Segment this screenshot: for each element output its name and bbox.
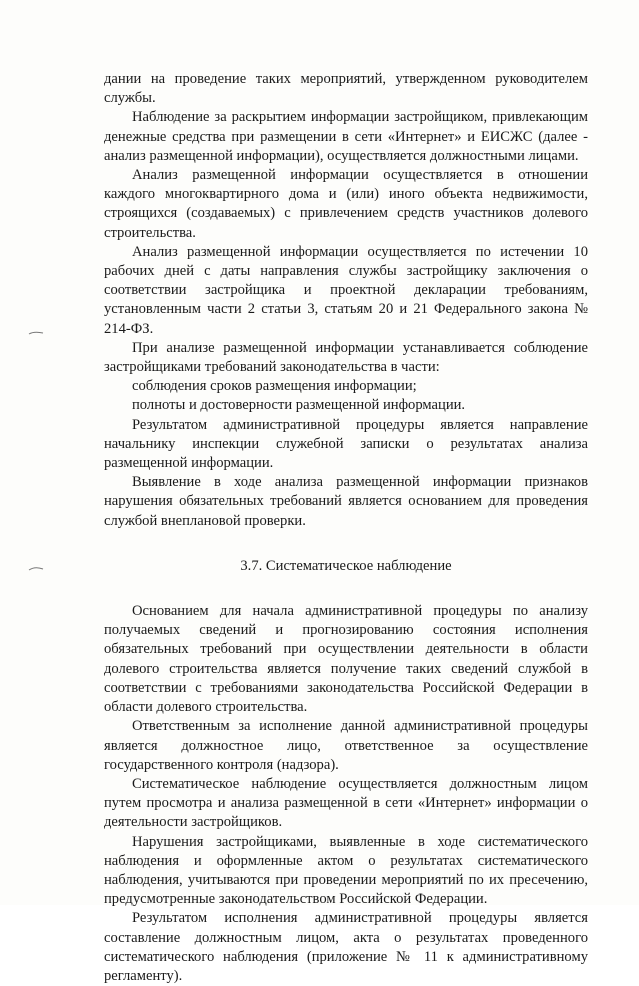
paragraph: Выявление в ходе анализа размещенной информации признаков нарушения обязательных требований является основанием для проведения службой внеплановой проверки. bbox=[104, 474, 588, 529]
paragraph: Результатом административной процедуры является направление начальнику инспекции служебной записки о результатах анализа размещенной информации. bbox=[104, 416, 588, 472]
paragraph: Наблюдение за раскрытием информации застройщиком, привлекающим денежные средства при размещении в сети «Интернет» и ЕИСЖС (далее - анализ размещенной информации), осуществляется должностными лицами. bbox=[104, 109, 588, 164]
list-item: полноты и достоверности размещенной информации. bbox=[132, 397, 466, 414]
section-heading: 3.7. Систематическое наблюдение bbox=[240, 557, 452, 574]
paragraph: Систематическое наблюдение осуществляется должностным лицом путем просмотра и анализа размещенной в сети «Интернет» информации о деятельности застройщиков. bbox=[104, 775, 588, 831]
paragraph: При анализе размещенной информации устанавливается соблюдение застройщиками требований законодательства в части: bbox=[104, 339, 588, 376]
document-body bbox=[104, 70, 588, 986]
margin-mark bbox=[28, 566, 44, 572]
margin-mark bbox=[28, 330, 44, 336]
paragraph: Нарушения застройщиками, выявленные в ходе систематического наблюдения и оформленные актом о результатах систематического наблюдения, учитываются при проведении мероприятий по их пресечению, предусмотренные законодательством Российской Федерации. bbox=[104, 833, 588, 908]
list-item: соблюдения сроков размещения информации; bbox=[132, 378, 417, 395]
paragraph: дании на проведение таких мероприятий, утвержденном руководителем службы. bbox=[104, 71, 588, 107]
paragraph: Ответственным за исполнение данной административной процедуры является должностное лицо, ответственное за осуществление государственного контроля (надзора). bbox=[104, 718, 588, 773]
paragraph: Результатом исполнения административной процедуры является составление должностным лицом, акта о результатах проведенного систематического наблюдения (приложение № 11 к административному регламенту). bbox=[104, 910, 588, 984]
paragraph: Анализ размещенной информации осуществляется в отношении каждого многоквартирного дома и (или) иного объекта недвижимости, строящихся (создаваемых) с привлечением средств участников долевого строительства. bbox=[104, 167, 588, 241]
paragraph: Основанием для начала административной процедуры по анализу получаемых сведений и прогнозированию состояния исполнения обязательных требований при осуществлении деятельности в области долевого строительства является получение таких сведений службой в соответствии с требованиями законодательства Российской Федерации в области долевого строительства. bbox=[104, 603, 588, 716]
paragraph: Анализ размещенной информации осуществляется по истечении 10 рабочих дней с даты направления службы застройщику заключения о соответствии застройщика и проектной декларации требованиям, установленным части 2 статьи 3, статьям 20 и 21 Федерального закона № 214-ФЗ. bbox=[104, 243, 588, 337]
